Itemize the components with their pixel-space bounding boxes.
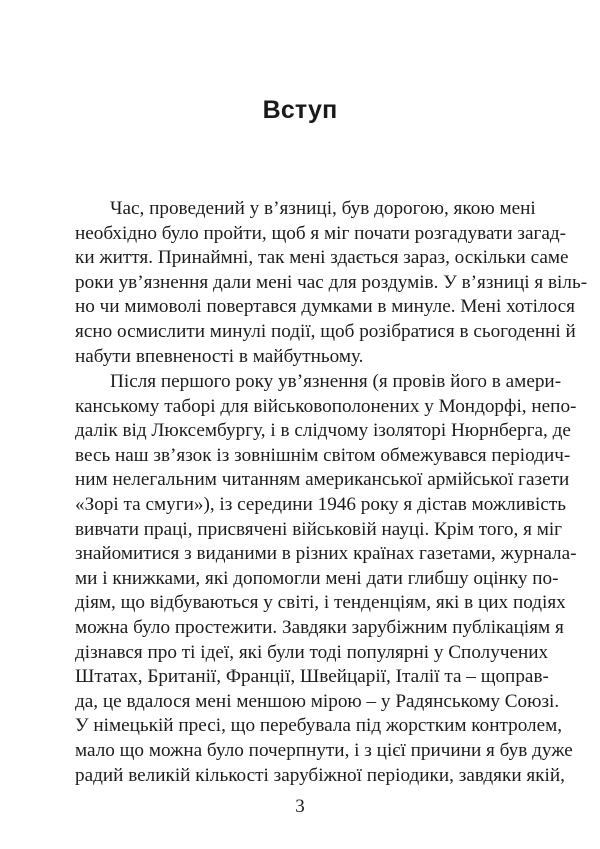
text-line: У німецькій пресі, що перебувала під жорстким контролем, (75, 715, 563, 737)
text-line: далік від Люксембургу, і в слідчому ізоляторі Нюрнберга, де (75, 420, 571, 442)
text-line: необхідно було пройти, щоб я міг почати розгадувати загад- (75, 222, 567, 244)
text-line: ки життя. Принаймні, так мені здається зараз, оскільки саме (75, 247, 569, 269)
paragraph-2 (75, 370, 577, 788)
text-line: набути впевненості в майбутньому. (75, 345, 364, 367)
text-line: ним нелегальним читанням американської армійської газети (75, 469, 570, 491)
text-line: но чи мимоволі повертався думками в минуле. Мені хотілося (75, 296, 575, 318)
text-line: весь наш зв’язок із зовнішнім світом обмежувався періодич- (75, 444, 571, 466)
text-line: «Зорі та смуги»), із середини 1946 року я дістав можливість (75, 493, 567, 515)
text-line: ми і книжками, які допомогли мені дати глибшу оцінку по- (75, 567, 559, 589)
text-line: можна було простежити. Завдяки зарубіжним публікаціям я (75, 616, 564, 638)
paragraph-1 (75, 197, 588, 369)
text-line: знайомитися з виданими в різних країнах газетами, журнала- (75, 543, 577, 565)
text-line: да, це вдалося мені меншою мірою – у Радянському Союзі. (75, 690, 560, 712)
text-line: Штатах, Британії, Франції, Швейцарії, Італії та – щоправ- (75, 666, 549, 688)
text-line: ясно осмислити минулі події, щоб розібратися в сьогоденні й (75, 320, 576, 342)
text-line: Час, проведений у в’язниці, був дорогою, якою мені (110, 198, 536, 219)
text-line: вивчати праці, присвячені військовій науці. Крім того, я міг (75, 518, 563, 540)
text-line: діям, що відбуваються у світі, і тенденціям, які в цих подіях (75, 592, 566, 614)
text-line: Після першого року ув’язнення (я провів його в амери- (110, 371, 562, 392)
text-line: роки ув’язнення дали мені час для роздумів. У в’язниці я віль- (75, 271, 588, 293)
page-number: 3 (295, 796, 305, 817)
text-line: дізнався про ті ідеї, які були тоді популярні у Сполучених (75, 641, 549, 663)
text-line: радий великій кількості зарубіжної періодики, завдяки якій, (75, 764, 565, 786)
chapter-title: Вступ (262, 96, 338, 124)
text-line: канському таборі для військовополонених у Мондорфі, непо- (75, 395, 577, 417)
text-line: мало що можна було почерпнути, і з цієї причини я був дуже (75, 739, 573, 761)
